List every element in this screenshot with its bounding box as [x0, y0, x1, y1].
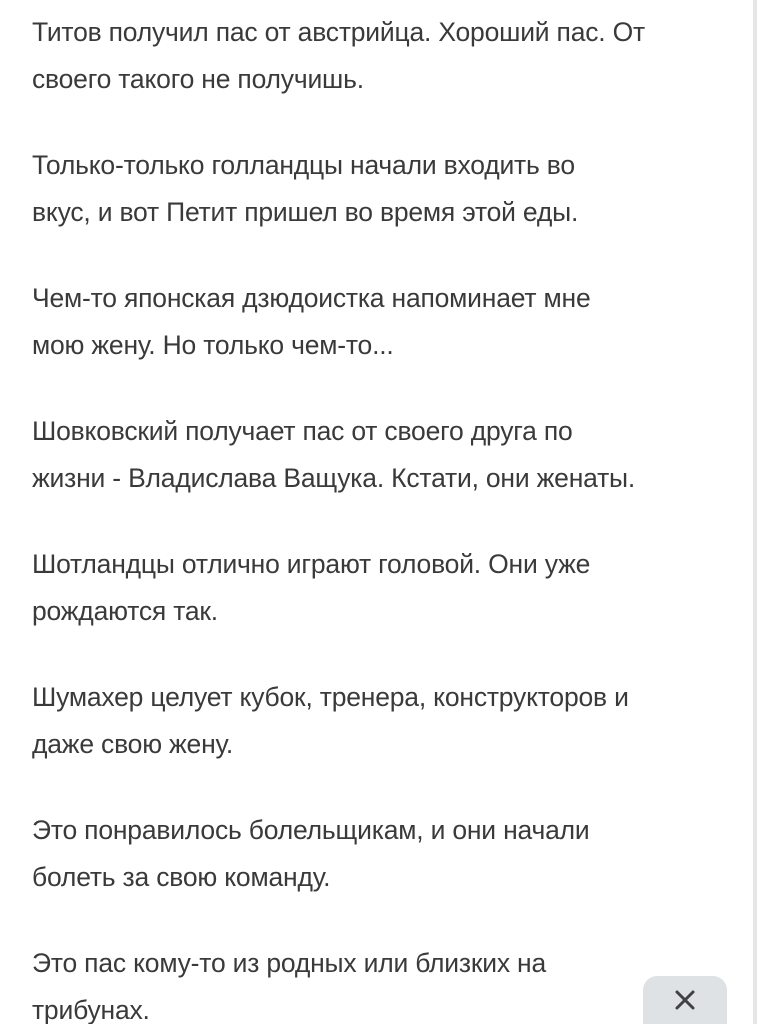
paragraph — [32, 807, 732, 901]
paragraph — [32, 275, 732, 369]
paragraph-line: жизни - Владислава Ващука. Кстати, они женаты. — [32, 463, 636, 493]
paragraph — [32, 142, 732, 236]
close-icon — [674, 989, 696, 1011]
paragraph-line: Это пас кому-то из родных или близких на — [32, 948, 547, 978]
paragraph — [32, 408, 732, 502]
paragraph — [32, 9, 732, 103]
scroll-edge — [753, 0, 757, 1024]
paragraph — [32, 674, 732, 768]
paragraph-line: трибунах. — [32, 995, 150, 1024]
paragraph-line: рождаются так. — [32, 596, 218, 626]
paragraph-line: своего такого не получишь. — [32, 64, 364, 94]
paragraph-line: болеть за свою команду. — [32, 862, 331, 892]
paragraph-line: вкус, и вот Петит пришел во время этой еды. — [32, 197, 579, 227]
paragraph-line: Шотландцы отлично играют головой. Они уже — [32, 549, 591, 579]
paragraph-line: Шовковский получает пас от своего друга по — [32, 416, 573, 446]
close-button[interactable] — [643, 976, 727, 1024]
paragraph-line: Титов получил пас от австрийца. Хороший пас. От — [32, 17, 645, 47]
paragraph — [32, 541, 732, 635]
paragraph-line: Шумахер целует кубок, тренера, конструкторов и — [32, 682, 629, 712]
paragraph-line: даже свою жену. — [32, 729, 234, 759]
paragraph — [32, 940, 732, 1024]
paragraph-line: Это понравилось болельщикам, и они начали — [32, 815, 590, 845]
article-text — [32, 9, 732, 1024]
paragraph-line: Чем-то японская дзюдоистка напоминает мне — [32, 283, 591, 313]
paragraph-line: Только-только голландцы начали входить во — [32, 150, 575, 180]
paragraph-line: мою жену. Но только чем-то... — [32, 330, 394, 360]
